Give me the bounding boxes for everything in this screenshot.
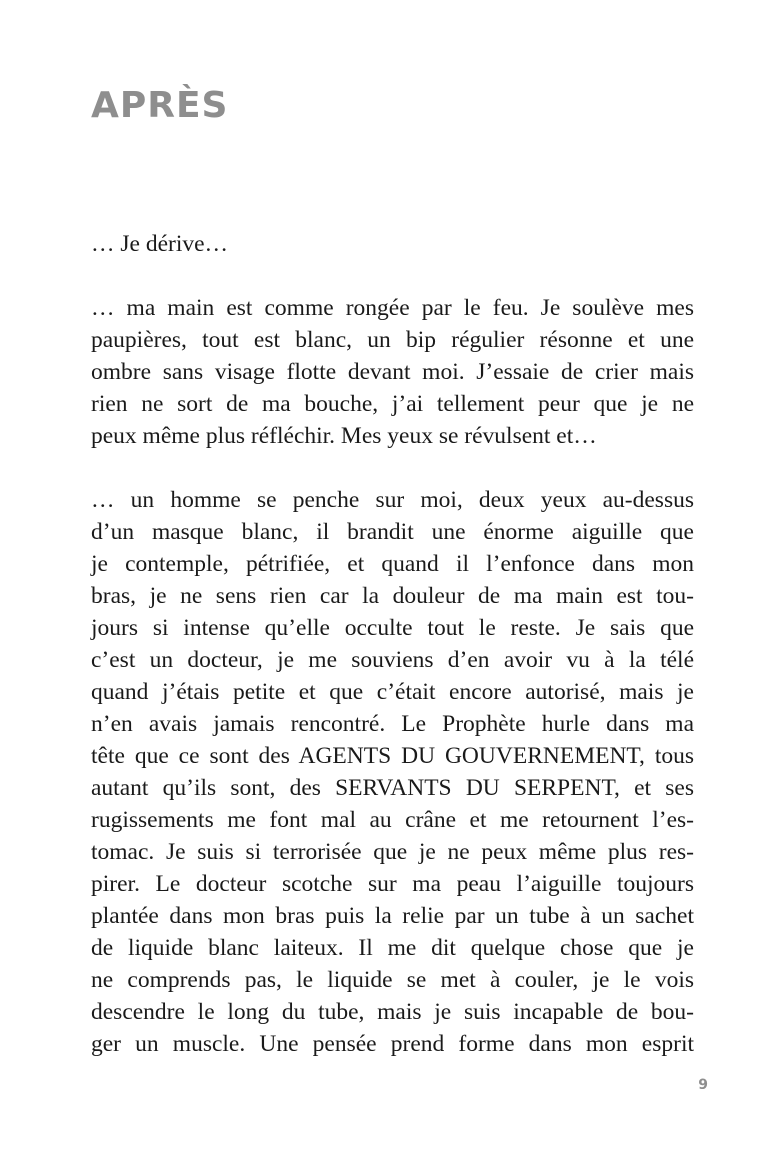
text-line: d’un masque blanc, il brandit une énorme aiguille que <box>91 519 694 545</box>
text-line: de liquide blanc laiteux. Il me dit quelque chose que je <box>91 935 694 961</box>
text-line: autant qu’ils sont, des SERVANTS DU SERPENT, et ses <box>91 775 694 801</box>
page-number: 9 <box>698 1077 708 1093</box>
text-line: tête que ce sont des AGENTS DU GOUVERNEMENT, tous <box>91 743 694 769</box>
chapter-title: APRÈS <box>91 85 229 126</box>
text-line: tomac. Je suis si terrorisée que je ne peux même plus res- <box>91 839 694 865</box>
text-line: … un homme se penche sur moi, deux yeux au-dessus <box>91 487 694 513</box>
text-line: … Je dérive… <box>91 231 229 257</box>
text-line: descendre le long du tube, mais je suis incapable de bou- <box>91 999 694 1025</box>
text-line: peux même plus réfléchir. Mes yeux se révulsent et… <box>91 423 597 449</box>
text-line: bras, je ne sens rien car la douleur de ma main est tou- <box>91 583 694 609</box>
text-line: ombre sans visage flotte devant moi. J’essaie de crier mais <box>91 359 694 385</box>
text-line: quand j’étais petite et que c’était encore autorisé, mais je <box>91 679 694 705</box>
text-line: paupières, tout est blanc, un bip régulier résonne et une <box>91 327 694 353</box>
text-line: rugissements me font mal au crâne et me retournent l’es- <box>91 807 694 833</box>
text-line: ne comprends pas, le liquide se met à couler, je le vois <box>91 967 694 993</box>
text-line: ger un muscle. Une pensée prend forme dans mon esprit <box>91 1031 694 1057</box>
text-line: jours si intense qu’elle occulte tout le reste. Je sais que <box>91 615 694 641</box>
body-text <box>91 228 694 1060</box>
text-line: c’est un docteur, je me souviens d’en avoir vu à la télé <box>91 647 694 673</box>
text-line: rien ne sort de ma bouche, j’ai tellement peur que je ne <box>91 391 694 417</box>
text-line: plantée dans mon bras puis la relie par un tube à un sachet <box>91 903 694 929</box>
paragraph-gap <box>91 260 694 292</box>
text-line: … ma main est comme rongée par le feu. Je soulève mes <box>91 295 694 321</box>
paragraph-gap <box>91 452 694 484</box>
text-line: je contemple, pétrifiée, et quand il l’enfonce dans mon <box>91 551 694 577</box>
text-line: n’en avais jamais rencontré. Le Prophète hurle dans ma <box>91 711 694 737</box>
text-line: pirer. Le docteur scotche sur ma peau l’aiguille toujours <box>91 871 694 897</box>
